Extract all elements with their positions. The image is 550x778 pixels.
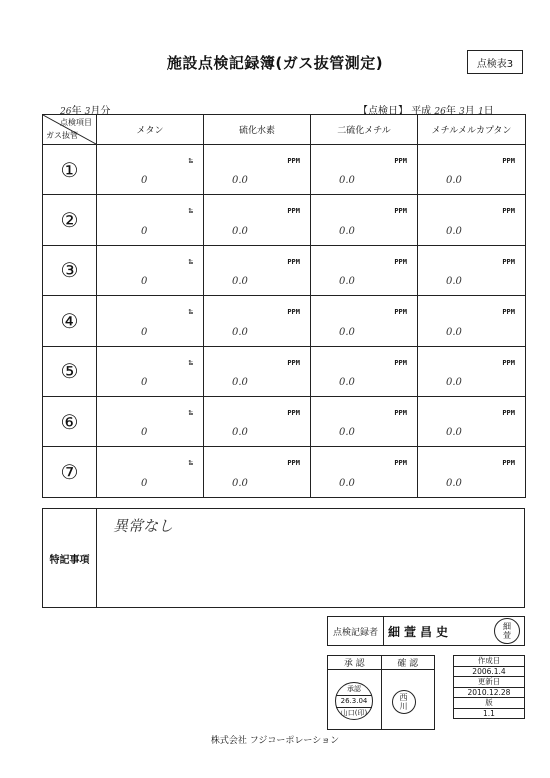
column-header-methyl-mercaptan: メチルメルカプタン — [418, 115, 526, 145]
remarks-label: 特記事項 — [43, 509, 97, 607]
table-row — [43, 145, 526, 195]
row-number: ③ — [43, 245, 97, 295]
dmds-value: 0.0 — [339, 427, 355, 439]
recorder-seal-text: 細萱 — [503, 622, 511, 640]
unit-label: PPM — [287, 358, 300, 367]
inspection-year-value: 26 — [434, 107, 446, 117]
mm-value: 0.0 — [446, 477, 462, 489]
approve-stamp — [335, 682, 373, 720]
unit-label: PPM — [287, 207, 300, 216]
methane-value: 0 — [141, 276, 148, 288]
unit-label: PPM — [502, 157, 515, 165]
recorder-label: 点検記録者 — [328, 617, 384, 645]
methane-value: 0 — [141, 175, 148, 187]
mm-value: 0.0 — [446, 326, 462, 338]
unit-label: ‰ — [188, 308, 193, 317]
inspection-era: 平成 — [411, 106, 432, 117]
measurement-table — [42, 114, 526, 498]
mm-cell — [418, 195, 526, 245]
methane-cell — [97, 195, 204, 245]
unit-label: PPM — [394, 358, 407, 367]
table-row — [43, 346, 526, 396]
row-number: ⑤ — [43, 346, 97, 396]
column-header-hydrogen-sulfide: 硫化水素 — [204, 115, 311, 145]
unit-label: ‰ — [188, 459, 193, 468]
dmds-value: 0.0 — [339, 376, 355, 388]
remarks-text: 異常なし — [113, 517, 174, 535]
h2s-value: 0.0 — [232, 427, 248, 439]
recorder-seal-stamp — [494, 618, 520, 644]
h2s-cell — [204, 195, 311, 245]
approve-label: 承 認 — [328, 656, 382, 670]
dmds-cell — [311, 447, 418, 497]
table-row — [43, 447, 526, 497]
mm-value: 0.0 — [446, 225, 462, 237]
methane-value: 0 — [141, 477, 148, 489]
mm-value: 0.0 — [446, 427, 462, 439]
approve-stamp-name: 山口(印) — [340, 708, 368, 717]
confirm-stamp — [392, 690, 416, 714]
column-header-methane: メタン — [97, 115, 204, 145]
diagonal-header-cell — [43, 115, 97, 145]
h2s-value: 0.0 — [232, 477, 248, 489]
h2s-cell — [204, 296, 311, 346]
header-inspection-item: 点検項目 — [60, 118, 92, 127]
methane-cell — [97, 296, 204, 346]
dmds-cell — [311, 396, 418, 446]
methane-cell — [97, 396, 204, 446]
recorder-box — [327, 616, 525, 646]
unit-label: PPM — [502, 257, 515, 266]
updated-date: 2010.12.28 — [454, 687, 525, 698]
unit-label: PPM — [287, 157, 300, 165]
column-header-dimethyl-disulfide: 二硫化メチル — [311, 115, 418, 145]
unit-label: PPM — [394, 257, 407, 266]
unit-label: PPM — [502, 358, 515, 367]
unit-label: PPM — [287, 459, 300, 468]
inspection-month-value: 3 — [459, 107, 465, 117]
header-gas-vent: ガス抜管 — [46, 131, 78, 140]
h2s-value: 0.0 — [232, 276, 248, 288]
methane-cell — [97, 447, 204, 497]
unit-label: PPM — [287, 308, 300, 317]
unit-label: PPM — [394, 408, 407, 417]
row-number: ② — [43, 195, 97, 245]
unit-label: ‰ — [188, 207, 193, 216]
dmds-value: 0.0 — [339, 477, 355, 489]
inspection-day-suffix: 日 — [483, 106, 494, 117]
version-label: 版 — [454, 698, 525, 709]
h2s-value: 0.0 — [232, 225, 248, 237]
unit-label: PPM — [394, 459, 407, 468]
methane-cell — [97, 245, 204, 295]
approve-stamp-cell — [328, 670, 382, 730]
confirm-label: 確 認 — [381, 656, 435, 670]
methane-cell — [97, 145, 204, 195]
unit-label: ‰ — [188, 257, 193, 266]
page-title: 施設点検記録簿(ガス抜管測定) — [166, 54, 384, 72]
table-row — [43, 296, 526, 346]
dmds-value: 0.0 — [339, 276, 355, 288]
unit-label: PPM — [287, 257, 300, 266]
form-number: 点検表3 — [467, 50, 523, 74]
h2s-value: 0.0 — [232, 175, 248, 187]
methane-cell — [97, 346, 204, 396]
company-name: 株式会社 フジコーポレーション — [210, 736, 340, 746]
record-year-suffix: 年 — [71, 106, 82, 117]
created-date: 2006.1.4 — [454, 666, 525, 677]
unit-label: PPM — [502, 408, 515, 417]
dmds-cell — [311, 145, 418, 195]
h2s-cell — [204, 245, 311, 295]
approval-table — [327, 655, 435, 730]
unit-label: PPM — [502, 207, 515, 216]
h2s-cell — [204, 145, 311, 195]
row-number: ⑥ — [43, 396, 97, 446]
remarks-box — [42, 508, 525, 608]
unit-label: ‰ — [188, 358, 193, 367]
updated-label: 更新日 — [454, 677, 525, 688]
unit-label: PPM — [394, 157, 407, 165]
row-number: ④ — [43, 296, 97, 346]
unit-label: PPM — [287, 408, 300, 417]
table-row — [43, 396, 526, 446]
methane-value: 0 — [141, 376, 148, 388]
dmds-value: 0.0 — [339, 225, 355, 237]
unit-label: ‰ — [188, 157, 193, 165]
mm-cell — [418, 296, 526, 346]
h2s-value: 0.0 — [232, 376, 248, 388]
table-row — [43, 195, 526, 245]
inspection-year-suffix: 年 — [445, 106, 456, 117]
recorder-name: 細萱昌史 — [388, 625, 453, 639]
row-number: ⑦ — [43, 447, 97, 497]
record-month-suffix: 月分 — [90, 106, 111, 117]
mm-cell — [418, 447, 526, 497]
methane-value: 0 — [141, 427, 148, 439]
h2s-cell — [204, 396, 311, 446]
mm-value: 0.0 — [446, 276, 462, 288]
approve-stamp-date: 26.3.04 — [340, 696, 368, 705]
dmds-cell — [311, 245, 418, 295]
mm-cell — [418, 346, 526, 396]
inspection-month-suffix: 月 — [464, 106, 475, 117]
inspection-date-label: 【点検日】 — [358, 106, 408, 117]
unit-label: PPM — [502, 308, 515, 317]
methane-value: 0 — [141, 326, 148, 338]
dmds-cell — [311, 346, 418, 396]
unit-label: PPM — [394, 308, 407, 317]
confirm-stamp-cell — [381, 670, 435, 730]
row-number: ① — [43, 145, 97, 195]
version-table — [453, 655, 525, 719]
dmds-value: 0.0 — [339, 175, 355, 187]
mm-value: 0.0 — [446, 175, 462, 187]
created-label: 作成日 — [454, 656, 525, 667]
confirm-stamp-text: 西川 — [399, 693, 408, 711]
h2s-cell — [204, 447, 311, 497]
dmds-value: 0.0 — [339, 326, 355, 338]
table-row — [43, 245, 526, 295]
h2s-cell — [204, 346, 311, 396]
mm-value: 0.0 — [446, 376, 462, 388]
unit-label: ‰ — [188, 408, 193, 417]
h2s-value: 0.0 — [232, 326, 248, 338]
unit-label: PPM — [394, 207, 407, 216]
dmds-cell — [311, 195, 418, 245]
mm-cell — [418, 245, 526, 295]
dmds-cell — [311, 296, 418, 346]
record-month-value: 3 — [84, 107, 91, 117]
mm-cell — [418, 145, 526, 195]
approve-stamp-top: 承認 — [347, 684, 361, 693]
unit-label: PPM — [502, 459, 515, 468]
methane-value: 0 — [141, 225, 148, 237]
inspection-day-value: 1 — [477, 107, 484, 117]
record-year-value: 26 — [60, 107, 72, 117]
version-number: 1.1 — [454, 708, 525, 719]
mm-cell — [418, 396, 526, 446]
